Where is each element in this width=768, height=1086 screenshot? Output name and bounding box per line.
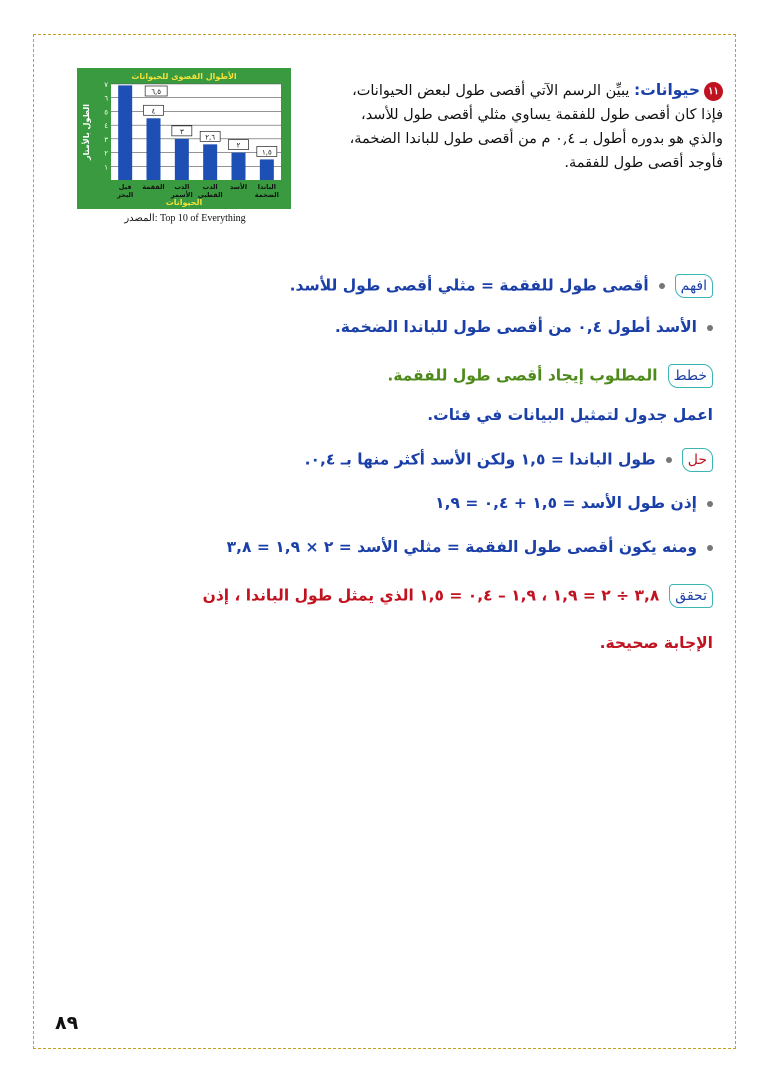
bar-value-label: ٢ xyxy=(236,141,241,150)
y-tick-label: ٤ xyxy=(104,122,108,131)
callout-label: ٦,٥ xyxy=(151,88,162,96)
bar xyxy=(260,159,274,180)
check-line-1: ٣,٨ ÷ ٢ = ١,٩ ، ١,٩ – ٠,٤ = ١,٥ الذي يمثل طول الباندا ، إذن xyxy=(202,586,660,605)
x-tick-label: البحر xyxy=(117,191,134,199)
solve-row xyxy=(305,448,713,472)
x-tick-label: القطبي xyxy=(197,191,223,199)
tag-plan: خطط xyxy=(668,364,713,388)
x-tick-label: الباندا xyxy=(257,183,276,191)
chart-title: الأطوال القصوى للحيوانات xyxy=(131,72,237,81)
problem-text: يبيِّن الرسم الآتي أقصى طول لبعض الحيوانات، فإذا كان أقصى طول للفقمة يساوي مثلي أقصى طول للأسد، والذي هو بدوره أطول بـ ٠,٤ م من أقصى طول للباندا الضخمة، فأوجد أقصى طول للفقمة. xyxy=(349,83,723,171)
plan-line-1: المطلوب إيجاد أقصى طول للفقمة. xyxy=(387,366,658,385)
bullet xyxy=(707,545,713,551)
check-line-2: الإجابة صحيحة. xyxy=(599,634,713,652)
y-axis-label: الطول بالأمتار xyxy=(82,103,91,161)
y-tick-label: ٧ xyxy=(104,81,108,89)
y-tick-label: ٢ xyxy=(104,149,108,158)
y-tick-label: ٥ xyxy=(104,108,108,117)
bar xyxy=(147,118,161,180)
plot-area xyxy=(111,84,281,180)
understand-row-2 xyxy=(335,318,713,336)
bar xyxy=(175,139,189,180)
solve-line-1: طول الباندا = ١,٥ ولكن الأسد أكثر منها بـ ٠,٤. xyxy=(304,450,656,469)
y-tick-label: ٦ xyxy=(104,94,108,103)
tag-solve: حل xyxy=(682,448,713,472)
bar xyxy=(203,144,217,180)
page-number: ٨٩ xyxy=(55,1012,79,1034)
chart-source: المصدر: Top 10 of Everything xyxy=(124,213,246,224)
solve-line-2: إذن طول الأسد = ١,٥ + ٠,٤ = ١,٩ xyxy=(435,494,697,512)
plan-row-2 xyxy=(427,406,713,424)
bullet xyxy=(659,283,665,289)
solve-row-2 xyxy=(435,494,713,512)
x-tick-label: فيل xyxy=(118,183,132,191)
check-row-2 xyxy=(600,634,713,652)
y-tick-label: ٣ xyxy=(104,135,108,144)
bar-value-label: ٢,٦ xyxy=(205,133,216,142)
tag-check: تحقق xyxy=(669,584,713,608)
bar-value-label: ٤ xyxy=(151,107,156,116)
understand-line-2: الأسد أطول ٠,٤ من أقصى طول للباندا الضخمة. xyxy=(334,318,697,336)
x-axis-label: الحيوانات xyxy=(165,198,203,207)
check-row xyxy=(203,584,713,608)
x-tick-label: الفقمة xyxy=(142,183,165,191)
bar-value-label: ٣ xyxy=(179,127,184,136)
bar xyxy=(118,85,132,180)
y-tick-label: ١ xyxy=(104,163,108,172)
bar-value-label: ١,٥ xyxy=(261,148,272,157)
solve-row-3 xyxy=(227,538,713,556)
problem-number-badge: ١١ xyxy=(704,82,723,101)
understand-line-1: أقصى طول للفقمة = مثلي أقصى طول للأسد. xyxy=(289,276,649,295)
problem-title: حيوانات: xyxy=(634,81,700,99)
bullet xyxy=(666,457,672,463)
bullet xyxy=(707,501,713,507)
bar xyxy=(232,153,246,180)
x-tick-label: الدب xyxy=(174,183,190,191)
bullet xyxy=(707,325,713,331)
x-tick-label: الأسد xyxy=(229,183,248,191)
tag-understand: افهم xyxy=(675,274,713,298)
plan-line-2: اعمل جدول لتمثيل البيانات في فئات. xyxy=(427,406,713,424)
problem-statement xyxy=(345,78,723,175)
x-tick-label: الأسمر xyxy=(170,191,193,199)
x-tick-label: الدب xyxy=(202,183,218,191)
chart-panel xyxy=(77,68,291,209)
bar-chart xyxy=(77,68,291,209)
plan-row xyxy=(387,364,713,388)
solve-line-3: ومنه يكون أقصى طول الفقمة = مثلي الأسد = ٢ × ١,٩ = ٣,٨ xyxy=(226,538,697,556)
understand-row xyxy=(290,274,713,298)
x-tick-label: الضخمة xyxy=(254,191,279,199)
